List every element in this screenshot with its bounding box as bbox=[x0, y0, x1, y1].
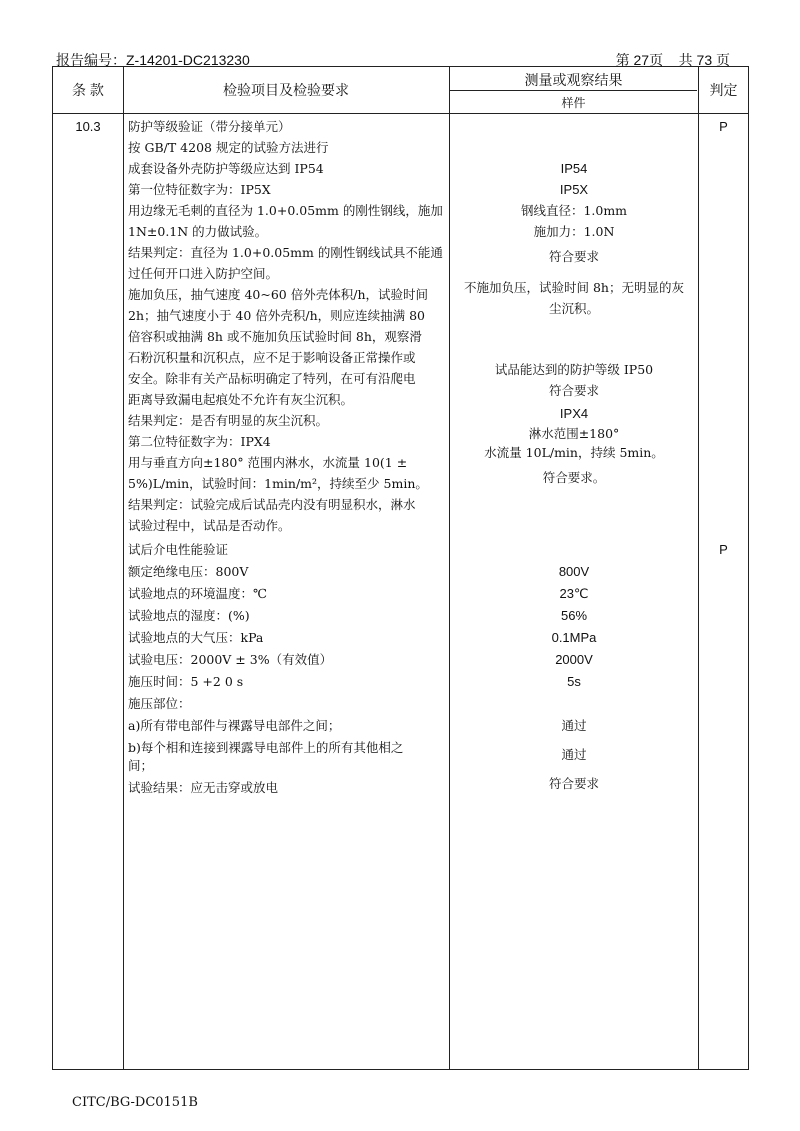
result-value: 通过 bbox=[561, 718, 587, 733]
item-line: 用边缘无毛刺的直径为 1.0+0.05mm 的刚性钢线，施加 bbox=[128, 203, 443, 218]
verdict-p: P bbox=[719, 119, 728, 134]
item-line: 试验过程中，试品是否动作。 bbox=[128, 518, 291, 533]
item-line: 试验地点的湿度：(%) bbox=[128, 608, 250, 623]
item-line: a)所有带电部件与裸露导电部件之间； bbox=[128, 718, 341, 733]
document-code: CITC/BG-DC0151B bbox=[72, 1095, 198, 1110]
item-line: 倍容积或抽满 8h 或不施加负压试验时间 8h，观察滑 bbox=[128, 329, 422, 344]
item-line: 试验地点的大气压：kPa bbox=[128, 630, 264, 645]
header-divider bbox=[53, 113, 748, 114]
item-line: 试后介电性能验证 bbox=[128, 542, 229, 557]
item-line: b)每个相和连接到裸露导电部件上的所有其他相之 bbox=[128, 740, 404, 755]
result-value: 56% bbox=[560, 608, 588, 623]
item-line: 过任何开口进入防护空间。 bbox=[128, 266, 279, 281]
item-line: 额定绝缘电压：800V bbox=[128, 564, 249, 579]
report-number: 报告编号：Z-14201-DC213230 bbox=[56, 52, 250, 68]
item-line: 5%)L/min，试验时间：1min/m²，持续至少 5min。 bbox=[128, 476, 428, 491]
result-value: 符合要求。 bbox=[542, 470, 606, 485]
item-header: 检验项目及检验要求 bbox=[223, 82, 349, 98]
sample-header: 样件 bbox=[561, 96, 586, 110]
item-line: 安全。除非有关产品标明确定了特列，在可有沿爬电 bbox=[128, 371, 416, 386]
verdict-header: 判定 bbox=[709, 82, 738, 98]
item-line: 施压时间：5 +2 0 s bbox=[128, 674, 244, 689]
result-value: 淋水范围±180° bbox=[528, 426, 620, 441]
result-value: 5s bbox=[567, 674, 581, 689]
item-line: 试验地点的环境温度：℃ bbox=[128, 586, 267, 601]
item-line: 施加负压，抽气速度 40~60 倍外壳体积/h，试验时间 bbox=[128, 287, 428, 302]
result-value: 2000V bbox=[555, 652, 593, 667]
result-value: 施加力：1.0N bbox=[533, 224, 615, 239]
result-value: 23℃ bbox=[559, 586, 589, 601]
item-line: 结果判定：试验完成后试品壳内没有明显积水，淋水 bbox=[128, 497, 416, 512]
result-value: 水流量 10L/min，持续 5min。 bbox=[484, 445, 664, 460]
result-value: 0.1MPa bbox=[551, 630, 597, 645]
measured-header: 测量或观察结果 bbox=[524, 72, 623, 88]
result-value: 通过 bbox=[561, 747, 587, 762]
item-line: 距离导致漏电起痕处不允许有灰尘沉积。 bbox=[128, 392, 354, 407]
page-number: 第 27页 bbox=[615, 52, 664, 68]
clause-number: 10.3 bbox=[75, 119, 101, 134]
result-value: IPX4 bbox=[559, 406, 589, 421]
item-line: 1N±0.1N 的力做试验。 bbox=[128, 224, 268, 239]
result-value: 符合要求 bbox=[548, 383, 599, 398]
result-value: 不施加负压，试验时间 8h；无明显的灰 bbox=[464, 280, 684, 295]
item-line: 用与垂直方向±180° 范围内淋水，水流量 10(1 ± bbox=[128, 455, 408, 470]
result-value: 800V bbox=[558, 564, 590, 579]
result-value: 试品能达到的防护等级 IP50 bbox=[494, 362, 654, 377]
item-line: 第一位特征数字为：IP5X bbox=[128, 182, 271, 197]
item-line: 第二位特征数字为：IPX4 bbox=[128, 434, 271, 449]
item-line: 试验结果：应无击穿或放电 bbox=[128, 780, 279, 795]
subheader-divider bbox=[449, 90, 697, 91]
item-line: 间； bbox=[128, 758, 154, 773]
item-line: 结果判定：是否有明显的灰尘沉积。 bbox=[128, 413, 329, 428]
verdict-p: P bbox=[719, 542, 728, 557]
item-line: 2h；抽气速度小于 40 倍外壳积/h，则应连续抽满 80 bbox=[128, 308, 425, 323]
page-total: 共 73 页 bbox=[678, 52, 730, 68]
result-value: 尘沉积。 bbox=[548, 301, 599, 316]
col-divider bbox=[123, 67, 124, 1069]
result-value: 符合要求 bbox=[548, 776, 599, 791]
item-line: 试验电压：2000V ± 3%（有效值） bbox=[128, 652, 333, 667]
col-divider bbox=[698, 67, 699, 1069]
clause-header: 条 款 bbox=[72, 82, 104, 98]
item-line: 石粉沉积量和沉积点，应不足于影响设备正常操作或 bbox=[128, 350, 416, 365]
item-line: 防护等级验证（带分接单元） bbox=[128, 119, 291, 134]
item-line: 施压部位： bbox=[128, 696, 191, 711]
item-line: 结果判定：直径为 1.0+0.05mm 的刚性钢线试具不能通 bbox=[128, 245, 443, 260]
result-value: IP5X bbox=[559, 182, 589, 197]
result-value: IP54 bbox=[560, 161, 588, 176]
result-value: 符合要求 bbox=[548, 249, 599, 264]
inspection-table bbox=[52, 66, 749, 1070]
item-line: 成套设备外壳防护等级应达到 IP54 bbox=[128, 161, 324, 176]
result-value: 钢线直径：1.0mm bbox=[520, 203, 628, 218]
item-line: 按 GB/T 4208 规定的试验方法进行 bbox=[128, 140, 329, 155]
